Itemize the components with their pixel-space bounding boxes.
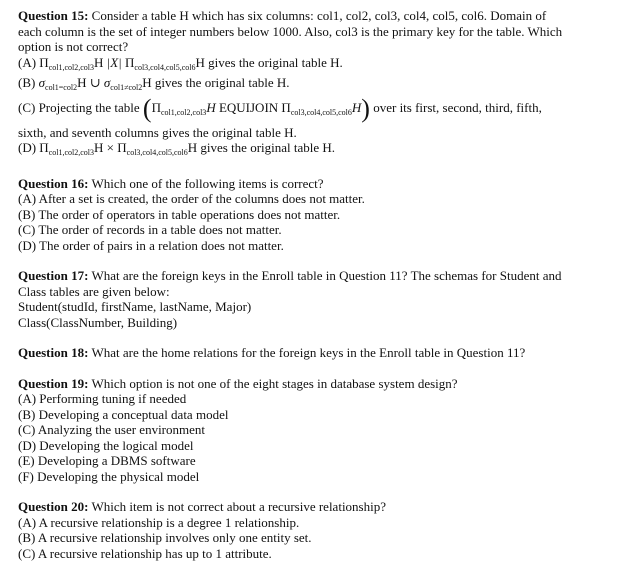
q18-stem (18, 345, 618, 361)
table-h: H (142, 75, 152, 90)
q19-label: Question 19: (18, 375, 89, 391)
q15-c-tail: over its first, second, third, fifth, (369, 99, 542, 115)
subscript: col1,col2,col3 (48, 148, 95, 157)
q15-stem-line-2: each column is the set of integer numbers below 1000. Also, col3 is the primary key for the table. Which (18, 23, 563, 39)
q17-stem-1: What are the foreign keys in the Enroll table in Question 11? The schemas for Student and (91, 268, 562, 283)
q20-label: Question 20: (18, 499, 89, 514)
table-h: H (195, 54, 205, 70)
question-15 (18, 8, 618, 161)
projection-symbol: Π (39, 140, 49, 155)
q18-stem-text: What are the home relations for the foreign keys in the Enroll table in Question 11? (91, 345, 526, 360)
q18-label: Question 18: (18, 345, 89, 360)
q16-option-d: (D) The order of pairs in a relation does not matter. (18, 237, 284, 253)
q20-stem (18, 499, 618, 515)
q19-stem-text: Which option is not one of the eight stages in database system design? (91, 375, 458, 391)
q20-option-a: (A) A recursive relationship is a degree 1 relationship. (18, 514, 300, 530)
q15-a-prefix: (A) (18, 54, 40, 70)
q19-option-f: (F) Developing the physical model (18, 468, 200, 484)
q19-option-d: (D) Developing the logical model (18, 437, 194, 453)
question-17 (18, 268, 618, 330)
q15-c-prefix: (C) Projecting the table (18, 99, 143, 115)
q15-option-c (18, 93, 618, 125)
subscript: col3,col4,col5,col6 (134, 62, 196, 72)
question-20 (18, 499, 618, 561)
q15-option-d (18, 140, 618, 161)
table-h: H (187, 140, 198, 155)
right-paren: ) (361, 93, 370, 123)
table-h: H (94, 54, 104, 70)
projection-symbol: Π (125, 54, 135, 70)
equijoin-keyword: EQUIJOIN (215, 99, 282, 115)
q15-label: Question 15: (18, 8, 89, 23)
subscript: col3,col4,col5,col6 (126, 148, 188, 157)
q20-stem-text: Which item is not correct about a recursive relationship? (91, 499, 386, 514)
subscript: col3,col4,col5,col6 (290, 107, 352, 117)
projection-symbol: Π (117, 140, 127, 155)
q19-option-b: (B) Developing a conceptual data model (18, 406, 229, 422)
selection-symbol: σ (38, 75, 46, 90)
q20-option-b: (B) A recursive relationship involves only one entity set. (18, 530, 312, 545)
q19-option-e: (E) Developing a DBMS software (18, 453, 196, 468)
projection-symbol: Π (151, 99, 161, 115)
left-paren: ( (142, 93, 152, 123)
table-h: H (94, 140, 104, 155)
q16-label: Question 16: (18, 175, 89, 191)
q16-option-c: (C) The order of records in a table does not matter. (18, 222, 282, 237)
subscript: col1,col2,col3 (48, 62, 95, 72)
question-18 (18, 345, 618, 361)
q17-label: Question 17: (18, 268, 89, 283)
q15-a-tail: gives the original table H. (204, 54, 343, 70)
cross-product-symbol: × (103, 140, 118, 155)
q16-option-a: (A) After a set is created, the order of the columns does not matter. (18, 191, 365, 206)
q17-schema-class: Class(ClassNumber, Building) (18, 314, 178, 330)
natural-join-symbol: |X| (103, 54, 125, 70)
q15-b-prefix: (B) (18, 75, 39, 90)
union-symbol: ∪ (86, 75, 104, 90)
q15-b-tail: gives the original table H. (151, 75, 290, 90)
q15-option-b (18, 75, 618, 96)
q17-stem-line-1 (18, 268, 618, 284)
projection-symbol: Π (39, 54, 49, 70)
q15-option-a (18, 55, 618, 76)
q16-stem (18, 176, 618, 192)
q19-option-a: (A) Performing tuning if needed (18, 391, 187, 406)
q15-d-prefix: (D) (18, 140, 40, 155)
exam-document (18, 8, 618, 576)
subscript: col1=col2 (45, 83, 78, 92)
q15-d-tail: gives the original table H. (197, 140, 336, 155)
table-h: H (77, 75, 87, 90)
q16-option-b: (B) The order of operators in table operations does not matter. (18, 206, 341, 222)
q16-stem-text: Which one of the following items is correct? (91, 175, 324, 191)
q15-stem-1: Consider a table H which has six columns: col1, col2, col3, col4, col5, col6. Domain of (91, 8, 547, 23)
q19-option-c: (C) Analyzing the user environment (18, 422, 206, 437)
selection-symbol: σ (103, 75, 111, 90)
table-h: H (206, 99, 216, 115)
q15-stem-line-1 (18, 8, 618, 24)
projection-symbol: Π (281, 99, 291, 115)
q19-stem (18, 376, 618, 392)
subscript: col1,col2,col3 (160, 107, 207, 117)
q17-stem-line-2: Class tables are given below: (18, 283, 170, 299)
subscript: col1≠col2 (110, 83, 143, 92)
q20-option-c: (C) A recursive relationship has up to 1 attribute. (18, 545, 272, 561)
table-h: H (351, 99, 362, 115)
q15-option-c-line-2: sixth, and seventh columns gives the original table H. (18, 124, 297, 140)
question-16 (18, 176, 618, 254)
question-19 (18, 376, 618, 485)
q17-schema-student: Student(studId, firstName, lastName, Major) (18, 299, 252, 314)
q15-stem-line-3: option is not correct? (18, 39, 129, 54)
